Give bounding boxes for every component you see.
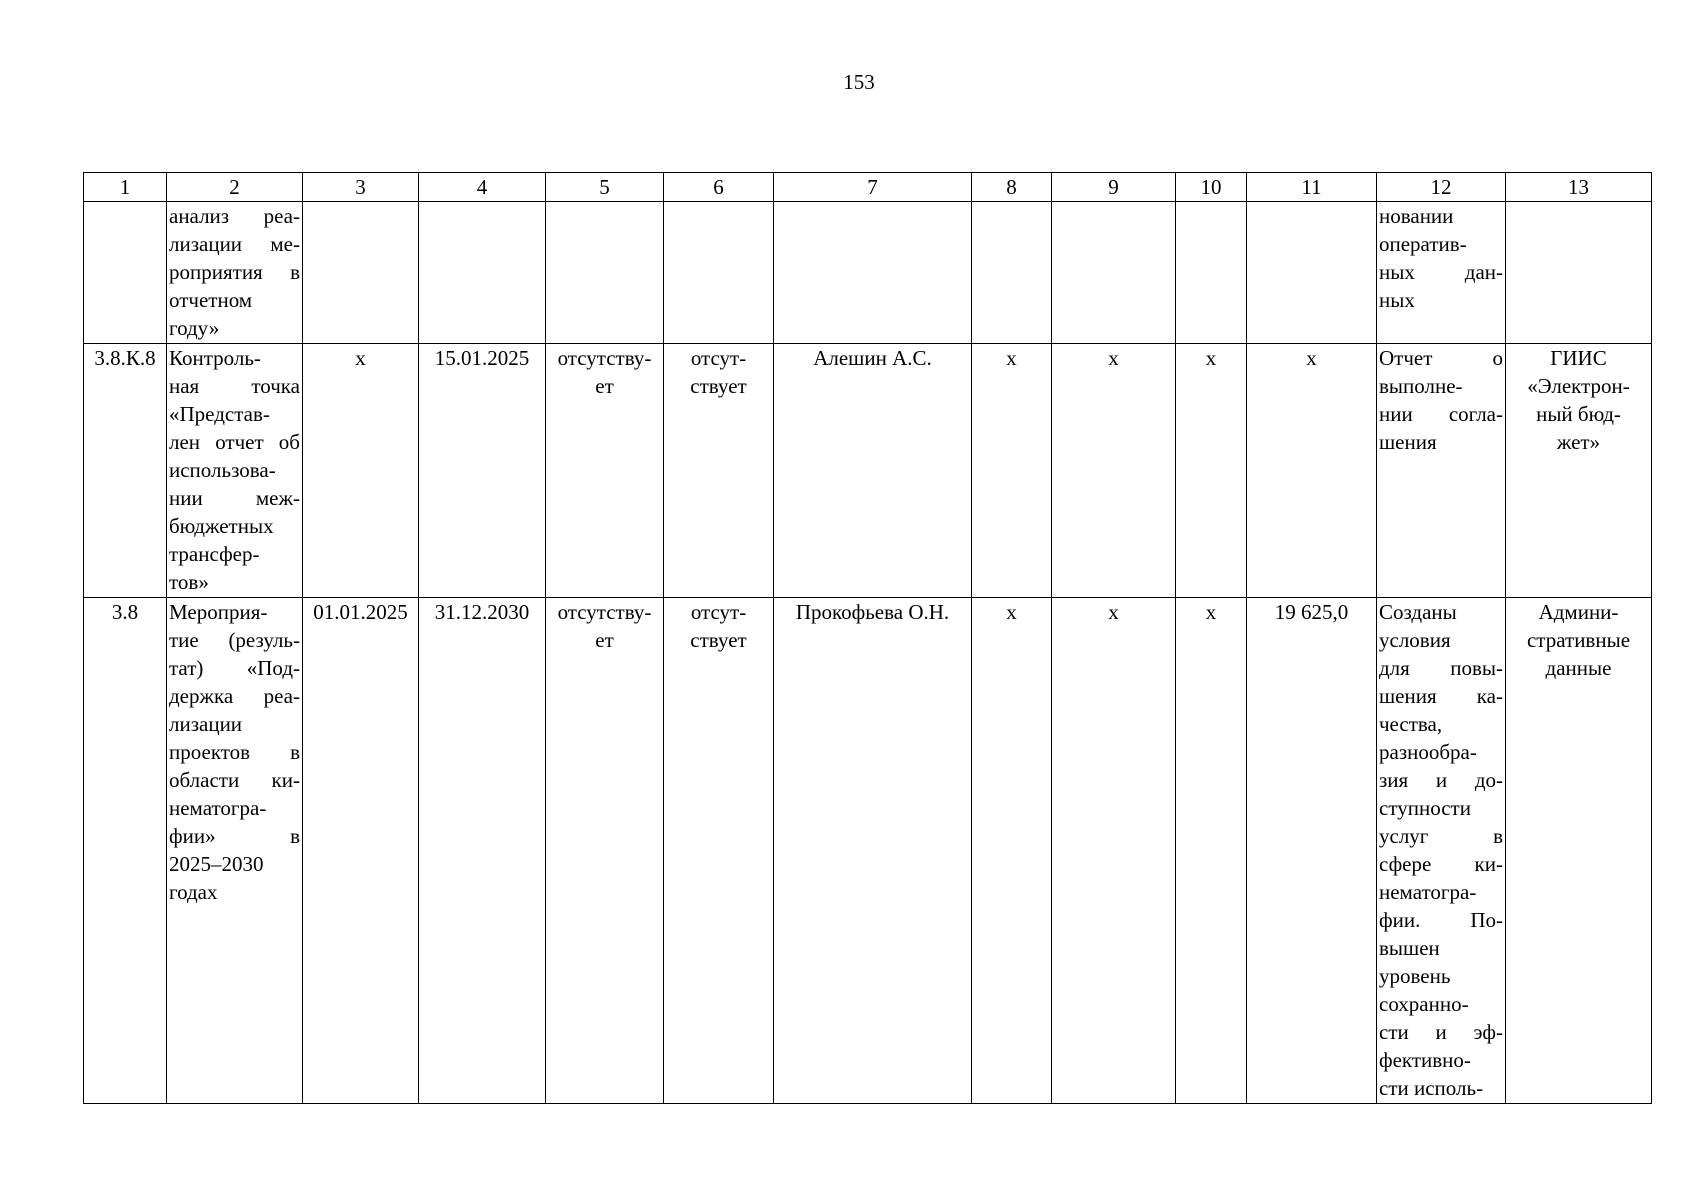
text-line: ных дан- xyxy=(1379,260,1503,284)
row-number-cell: 3.8.К.8 xyxy=(84,344,167,598)
text-line: разнообра- xyxy=(1379,740,1477,764)
text-line: годах xyxy=(169,880,218,904)
header-cell: 1 xyxy=(84,173,167,202)
text-line: ствует xyxy=(690,628,747,652)
text-line: ГИИС xyxy=(1550,346,1607,370)
col8-cell: х xyxy=(972,598,1052,1104)
col8-cell: х xyxy=(972,344,1052,598)
col10-cell xyxy=(1176,202,1247,344)
text-line: лен отчет об xyxy=(169,430,300,454)
col5-cell xyxy=(546,202,664,344)
text-line: ных xyxy=(1379,288,1415,312)
text-line: сохранно- xyxy=(1379,992,1469,1016)
text-line: услуг в xyxy=(1379,824,1503,848)
text-line: ет xyxy=(595,628,614,652)
text-line: отсутству- xyxy=(557,600,652,624)
text-line: отчетном xyxy=(169,288,253,312)
header-cell: 12 xyxy=(1377,173,1506,202)
responsible-cell xyxy=(774,202,972,344)
end-date-cell: 15.01.2025 xyxy=(419,344,546,598)
text-line: лизации xyxy=(169,712,243,736)
start-date-cell xyxy=(303,202,419,344)
text-line: роприятия в xyxy=(169,260,300,284)
text-line: фии. По- xyxy=(1379,908,1503,932)
text-line: вышен xyxy=(1379,936,1440,960)
source-cell xyxy=(1506,344,1652,598)
text-line: проектов в xyxy=(169,740,300,764)
text-line: отсут- xyxy=(690,346,747,370)
text-line: ет xyxy=(595,374,614,398)
text-line: держка реа- xyxy=(169,684,300,708)
col6-cell xyxy=(664,344,774,598)
text-line: лизации ме- xyxy=(169,232,300,256)
text-line: трансфер- xyxy=(169,542,260,566)
table-row xyxy=(84,344,1652,598)
col5-cell xyxy=(546,344,664,598)
amount-cell: х xyxy=(1247,344,1377,598)
header-cell: 5 xyxy=(546,173,664,202)
text-line: фективно- xyxy=(1379,1048,1471,1072)
header-cell: 2 xyxy=(167,173,303,202)
header-cell: 13 xyxy=(1506,173,1652,202)
text-line: Контроль- xyxy=(169,346,261,370)
header-cell: 9 xyxy=(1052,173,1176,202)
header-cell: 11 xyxy=(1247,173,1377,202)
text-line: тие (резуль- xyxy=(169,628,300,652)
data-table xyxy=(83,172,1652,1104)
end-date-cell xyxy=(419,202,546,344)
text-line: ствует xyxy=(690,374,747,398)
text-line: тов» xyxy=(169,570,209,594)
text-line: отсутству- xyxy=(557,346,652,370)
responsible-cell: Прокофьева О.Н. xyxy=(774,598,972,1104)
text-line: Мероприя- xyxy=(169,600,268,624)
text-line: нематогра- xyxy=(1379,880,1477,904)
text-line: анализ реа- xyxy=(169,204,300,228)
col8-cell xyxy=(972,202,1052,344)
text-line: для повы- xyxy=(1379,656,1503,680)
start-date-cell: х xyxy=(303,344,419,598)
text-line: уровень xyxy=(1379,964,1451,988)
row-number-cell: 3.8 xyxy=(84,598,167,1104)
table-row xyxy=(84,202,1652,344)
table-row xyxy=(84,598,1652,1104)
header-cell: 7 xyxy=(774,173,972,202)
text-line: «Представ- xyxy=(169,402,270,426)
text-line: шения ка- xyxy=(1379,684,1503,708)
text-line: стративные xyxy=(1526,628,1631,652)
col10-cell: х xyxy=(1176,598,1247,1104)
source-cell xyxy=(1506,598,1652,1104)
text-line: сфере ки- xyxy=(1379,852,1503,876)
result-cell xyxy=(1377,344,1506,598)
text-line: Админи- xyxy=(1538,600,1619,624)
text-line: 2025–2030 xyxy=(169,852,264,876)
result-cell xyxy=(1377,598,1506,1104)
text-line: ная точка xyxy=(169,374,300,398)
col6-cell xyxy=(664,598,774,1104)
text-line: нии согла- xyxy=(1379,402,1503,426)
text-line: оператив- xyxy=(1379,232,1467,256)
text-line: новании xyxy=(1379,204,1454,228)
responsible-cell: Алешин А.С. xyxy=(774,344,972,598)
end-date-cell: 31.12.2030 xyxy=(419,598,546,1104)
col9-cell: х xyxy=(1052,344,1176,598)
text-line: сти и эф- xyxy=(1379,1020,1503,1044)
text-line: бюджетных xyxy=(169,514,274,538)
text-line: тат) «Под- xyxy=(169,656,300,680)
text-line: чества, xyxy=(1379,712,1443,736)
text-line: фии» в xyxy=(169,824,300,848)
name-cell xyxy=(167,344,303,598)
text-line: использова- xyxy=(169,458,276,482)
text-line: области ки- xyxy=(169,768,300,792)
header-cell: 8 xyxy=(972,173,1052,202)
header-cell: 6 xyxy=(664,173,774,202)
amount-cell xyxy=(1247,202,1377,344)
name-cell xyxy=(167,202,303,344)
text-line: Созданы xyxy=(1379,600,1457,624)
col9-cell: х xyxy=(1052,598,1176,1104)
text-line: условия xyxy=(1379,628,1451,652)
text-line: шения xyxy=(1379,430,1437,454)
col9-cell xyxy=(1052,202,1176,344)
col10-cell: х xyxy=(1176,344,1247,598)
text-line: нематогра- xyxy=(169,796,267,820)
text-line: нии меж- xyxy=(169,486,300,510)
header-cell: 3 xyxy=(303,173,419,202)
start-date-cell: 01.01.2025 xyxy=(303,598,419,1104)
header-cell: 10 xyxy=(1176,173,1247,202)
text-line: отсут- xyxy=(690,600,747,624)
col6-cell xyxy=(664,202,774,344)
row-number-cell xyxy=(84,202,167,344)
header-cell: 4 xyxy=(419,173,546,202)
result-cell xyxy=(1377,202,1506,344)
text-line: «Электрон- xyxy=(1527,374,1630,398)
source-cell xyxy=(1506,202,1652,344)
col5-cell xyxy=(546,598,664,1104)
page-number: 153 xyxy=(843,70,875,94)
header-row xyxy=(84,173,1652,202)
text-line: данные xyxy=(1545,656,1612,680)
text-line: жет» xyxy=(1556,430,1601,454)
text-line: ступности xyxy=(1379,796,1471,820)
text-line: выполне- xyxy=(1379,374,1463,398)
text-line: зия и до- xyxy=(1379,768,1503,792)
amount-cell: 19 625,0 xyxy=(1247,598,1377,1104)
name-cell xyxy=(167,598,303,1104)
text-line: Отчет о xyxy=(1379,346,1503,370)
text-line: году» xyxy=(169,316,220,340)
text-line: сти исполь- xyxy=(1379,1076,1484,1100)
text-line: ный бюд- xyxy=(1536,402,1621,426)
